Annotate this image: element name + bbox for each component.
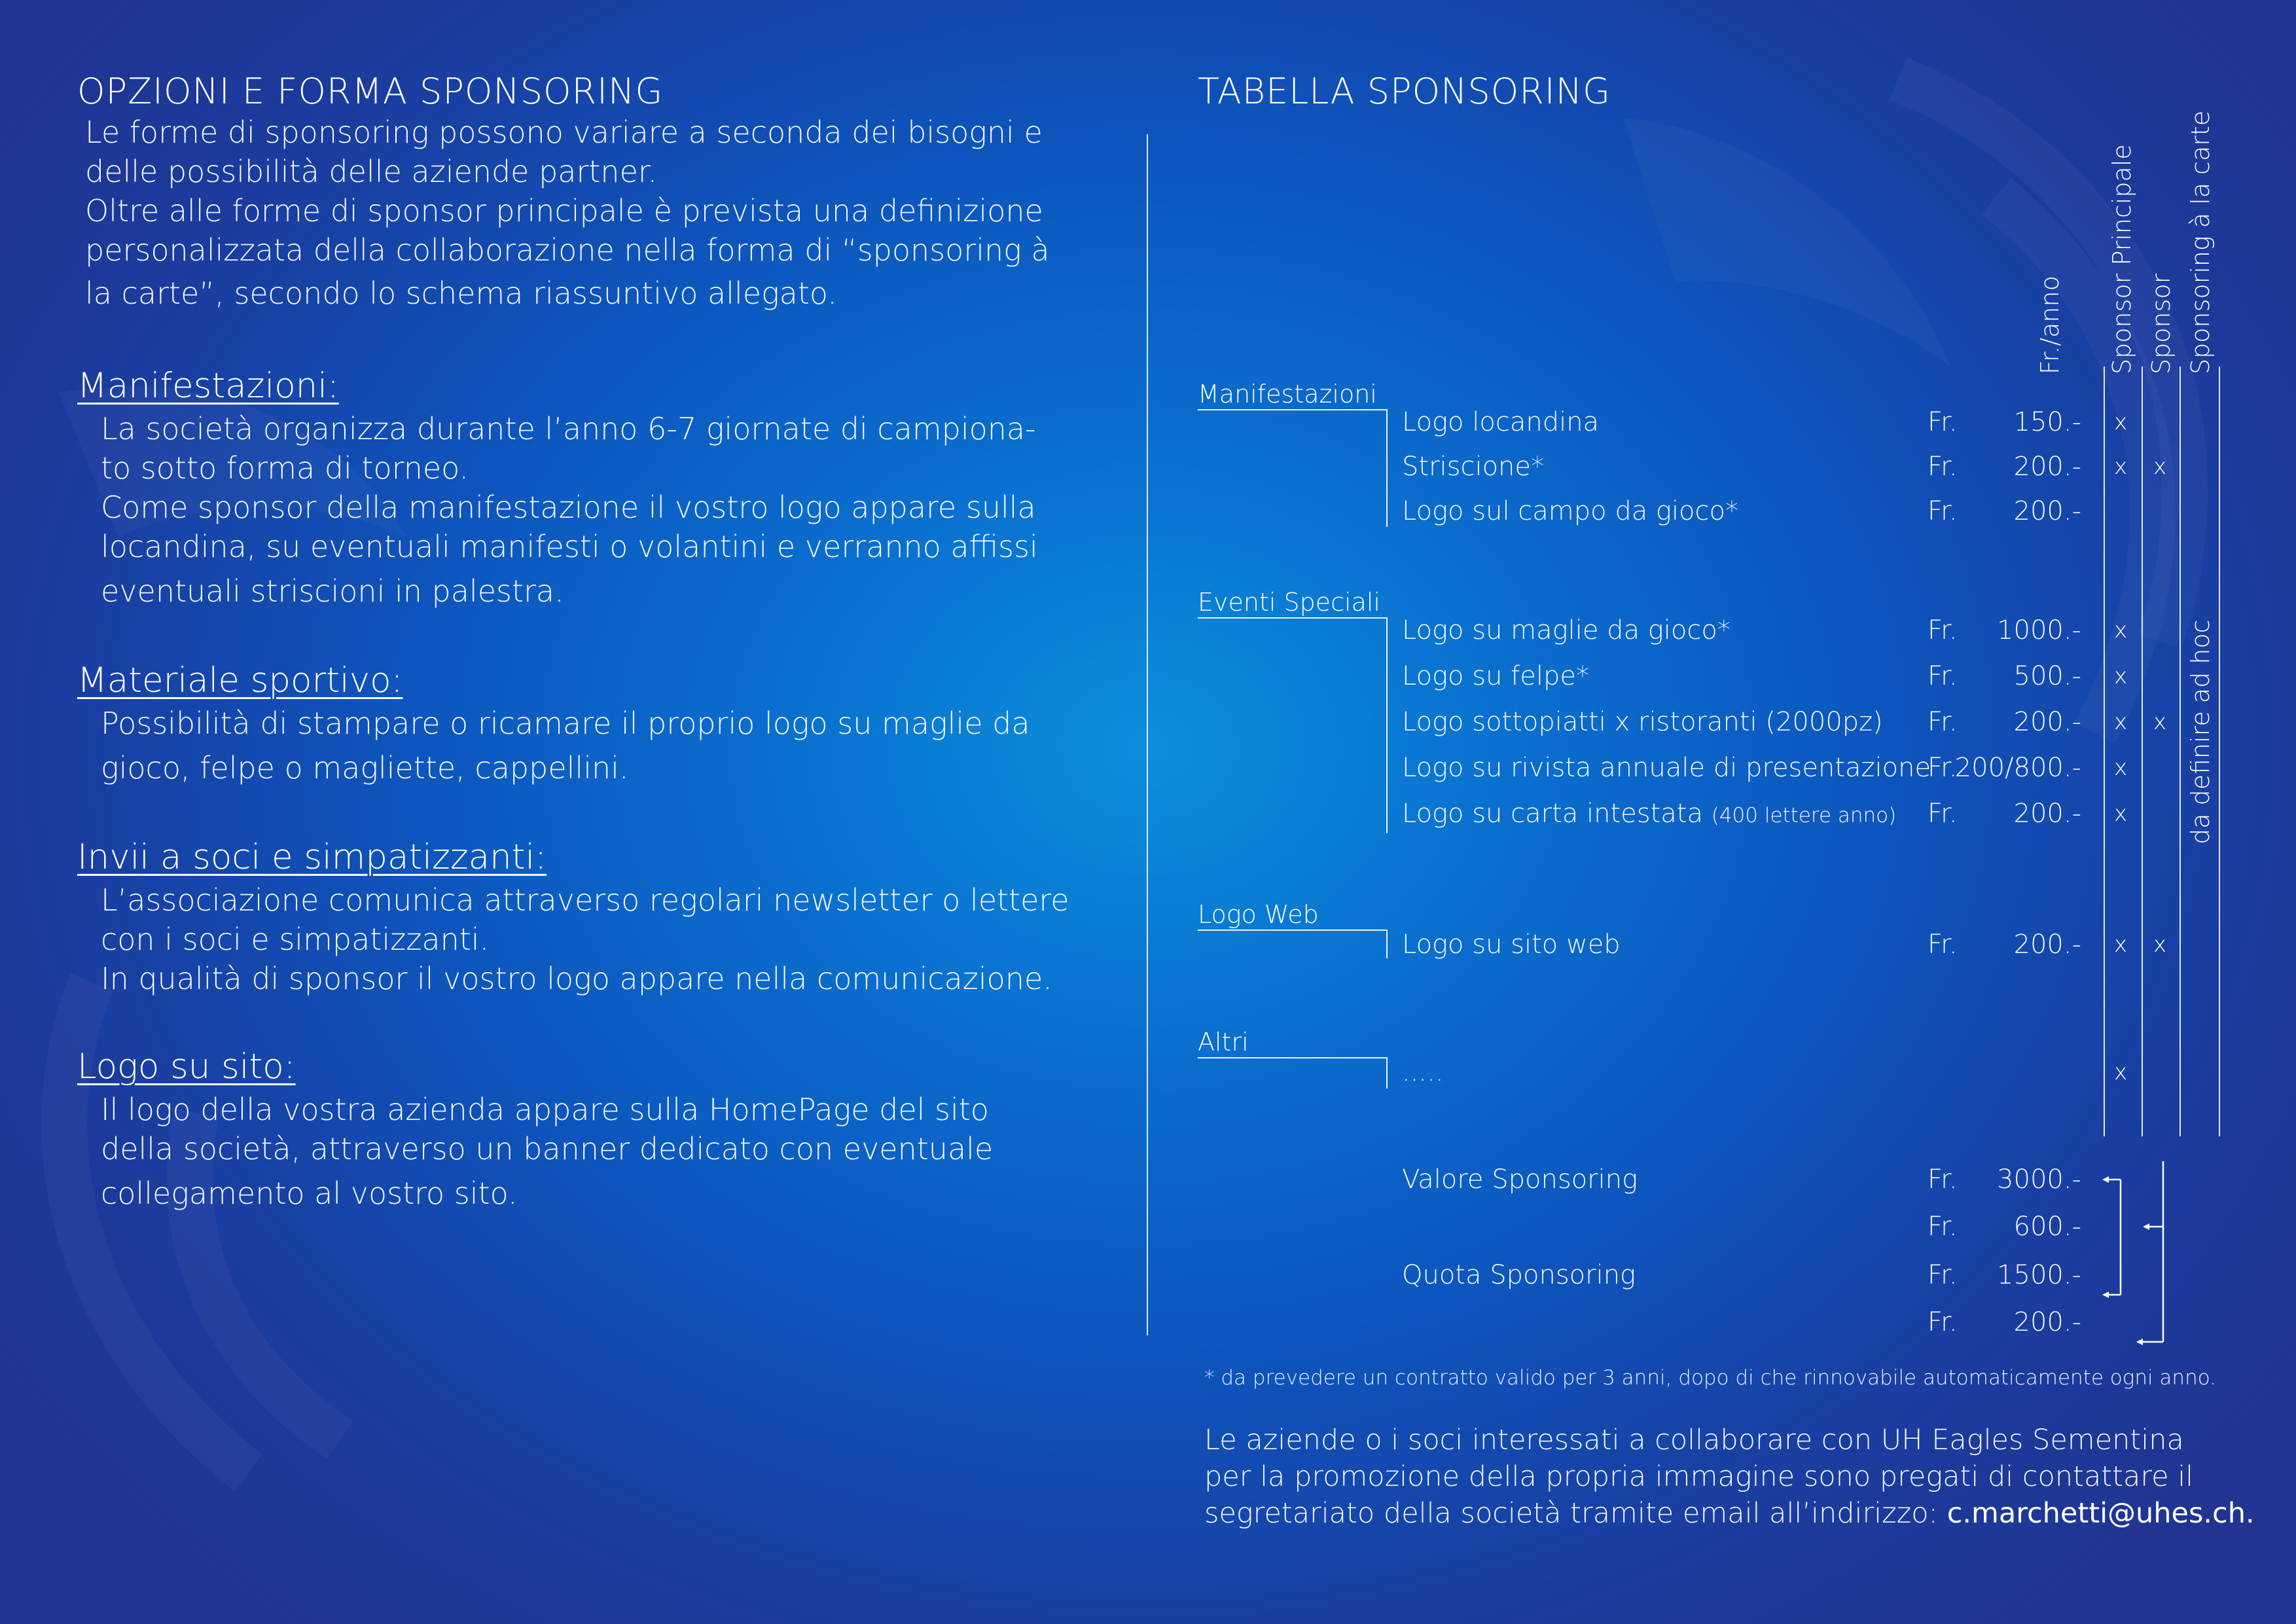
total-price: 200.- xyxy=(2013,1307,2081,1337)
item-label-with-note xyxy=(1402,797,1896,832)
category-label-logo-web: Logo Web xyxy=(1198,900,1319,929)
body-line: della società, attraverso un banner dedicato con eventuale xyxy=(101,1131,994,1166)
section-heading-invii: Invii a soci e simpatizzanti: xyxy=(77,837,547,877)
item-price: 200.- xyxy=(2013,799,2081,829)
category-underline xyxy=(1198,929,1388,931)
category-bracket xyxy=(1386,929,1388,958)
category-label-manifestazioni: Manifestazioni xyxy=(1198,380,1377,408)
body-line: Come sponsor della manifestazione il vostro logo appare sulla xyxy=(101,490,1036,525)
category-bracket xyxy=(1386,617,1388,833)
totals-arrows-icon xyxy=(2094,1152,2173,1348)
item-label: Striscione* xyxy=(1402,452,1545,482)
mark-main: x xyxy=(2113,931,2128,958)
col-line-main xyxy=(2104,367,2105,1136)
section-heading-manifestazioni: Manifestazioni: xyxy=(77,366,339,406)
col-line-carte-left xyxy=(2179,367,2181,1136)
body-line: In qualità di sponsor il vostro logo appare nella comunicazione. xyxy=(101,961,1052,996)
intro-paragraph xyxy=(85,113,1050,313)
contact-line: segretariato della società tramite email all’indirizzo: xyxy=(1204,1497,1947,1530)
item-label: Logo su felpe* xyxy=(1402,661,1589,691)
right-title: TABELLA SPONSORING xyxy=(1198,71,1611,112)
body-line: eventuali striscioni in palestra. xyxy=(101,573,564,609)
body-line: L’associazione comunica attraverso regolari newsletter o lettere xyxy=(101,882,1069,918)
item-price: 200/800.- xyxy=(1954,753,2081,783)
item-label: Logo sul campo da gioco* xyxy=(1402,496,1738,526)
total-currency: Fr. xyxy=(1928,1164,1958,1195)
section-body-invii xyxy=(101,880,1069,998)
col-header-main-sponsor: Sponsor Principale xyxy=(2108,144,2136,374)
body-line: Possibilità di stampare o ricamare il proprio logo su maglie da xyxy=(101,706,1030,741)
section-heading-logo-sito: Logo su sito: xyxy=(77,1047,296,1087)
section-body-materiale xyxy=(101,704,1030,787)
item-currency: Fr. xyxy=(1928,753,1958,783)
item-currency: Fr. xyxy=(1928,615,1958,645)
col-header-sponsor: Sponsor xyxy=(2147,273,2176,374)
body-line: locandina, su eventuali manifesti o volantini e verranno affissi xyxy=(101,529,1038,564)
total-price: 600.- xyxy=(2013,1212,2081,1242)
item-price: 500.- xyxy=(2013,661,2081,691)
mark-sponsor: x xyxy=(2153,454,2167,480)
category-label-eventi-speciali: Eventi Speciali xyxy=(1198,588,1380,617)
mark-main: x xyxy=(2113,1059,2128,1085)
item-label: ..... xyxy=(1402,1057,1444,1087)
col-header-price: Fr./anno xyxy=(2036,276,2064,374)
item-note: (400 lettere anno) xyxy=(1711,804,1897,827)
body-line: con i soci e simpatizzanti. xyxy=(101,922,490,957)
contact-line: per la promozione della propria immagine sono pregati di contattare il xyxy=(1204,1460,2194,1493)
category-label-altri: Altri xyxy=(1198,1028,1249,1056)
item-currency: Fr. xyxy=(1928,799,1958,829)
mark-sponsor: x xyxy=(2153,931,2167,958)
item-price: 200.- xyxy=(2013,452,2081,482)
section-body-manifestazioni xyxy=(101,409,1038,611)
item-currency: Fr. xyxy=(1928,661,1958,691)
total-currency: Fr. xyxy=(1928,1212,1958,1242)
item-price: 150.- xyxy=(2013,407,2081,437)
contact-line-with-email xyxy=(1204,1495,2255,1532)
mark-main: x xyxy=(2113,801,2128,827)
item-currency: Fr. xyxy=(1928,407,1958,437)
col-line-carte-right xyxy=(2219,367,2220,1136)
total-label-quota: Quota Sponsoring xyxy=(1402,1260,1636,1290)
mark-main: x xyxy=(2113,709,2128,735)
item-price: 1000.- xyxy=(1997,615,2081,645)
body-line: to sotto forma di torneo. xyxy=(101,450,469,486)
contact-line: Le aziende o i soci interessati a collaborare con UH Eagles Sementina xyxy=(1204,1424,2184,1456)
category-bracket xyxy=(1386,1057,1388,1089)
mark-main: x xyxy=(2113,755,2128,781)
item-label: Logo sottopiatti x ristoranti (2000pz) xyxy=(1402,707,1883,737)
mark-main: x xyxy=(2113,454,2128,480)
intro-line: Le forme di sponsoring possono variare a seconda dei bisogni e xyxy=(85,115,1043,150)
intro-line: delle possibilità delle aziende partner. xyxy=(85,154,658,189)
col-line-sponsor xyxy=(2142,367,2143,1136)
mark-main: x xyxy=(2113,617,2128,643)
contact-email-link[interactable]: c.marchetti@uhes.ch. xyxy=(1946,1497,2255,1530)
total-label-valore: Valore Sponsoring xyxy=(1402,1164,1638,1195)
total-price: 1500.- xyxy=(1997,1260,2081,1290)
mark-main: x xyxy=(2113,663,2128,689)
item-price: 200.- xyxy=(2013,707,2081,737)
total-currency: Fr. xyxy=(1928,1260,1958,1290)
section-heading-materiale: Materiale sportivo: xyxy=(77,660,403,700)
col-header-carte: Sponsoring à la carte xyxy=(2186,110,2215,374)
item-currency: Fr. xyxy=(1928,929,1958,960)
item-label: Logo su carta intestata xyxy=(1402,799,1703,829)
mark-main: x xyxy=(2113,409,2128,435)
total-price: 3000.- xyxy=(1997,1164,2081,1195)
mark-sponsor: x xyxy=(2153,709,2167,735)
intro-line: Oltre alle forme di sponsor principale è prevista una definizione xyxy=(85,193,1043,228)
left-title: OPZIONI E FORMA SPONSORING xyxy=(77,71,664,112)
carte-note: da definire ad hoc xyxy=(2186,619,2215,844)
total-currency: Fr. xyxy=(1928,1307,1958,1337)
body-line: collegamento al vostro sito. xyxy=(101,1176,518,1211)
category-underline xyxy=(1198,409,1388,410)
section-body-logo-sito xyxy=(101,1090,993,1213)
item-price: 200.- xyxy=(2013,496,2081,526)
category-underline xyxy=(1198,617,1388,619)
item-price: 200.- xyxy=(2013,929,2081,960)
body-line: Il logo della vostra azienda appare sulla HomePage del sito xyxy=(101,1092,989,1127)
item-label: Logo su rivista annuale di presentazione xyxy=(1402,753,1931,783)
item-label: Logo su sito web xyxy=(1402,929,1621,960)
item-currency: Fr. xyxy=(1928,496,1958,526)
category-bracket xyxy=(1386,409,1388,527)
item-currency: Fr. xyxy=(1928,452,1958,482)
contact-paragraph xyxy=(1204,1422,2255,1532)
body-line: La società organizza durante l’anno 6-7 giornate di campiona- xyxy=(101,411,1036,446)
item-label: Logo su maglie da gioco* xyxy=(1402,615,1731,645)
item-label: Logo locandina xyxy=(1402,407,1600,437)
column-divider xyxy=(1147,134,1148,1335)
footnote: * da prevedere un contratto valido per 3 anni, dopo di che rinnovabile automaticamente ogni anno. xyxy=(1204,1366,2217,1390)
intro-line: la carte”, secondo lo schema riassuntivo allegato. xyxy=(85,276,837,311)
body-line: gioco, felpe o magliette, cappellini. xyxy=(101,750,629,785)
intro-line: personalizzata della collaborazione nella forma di “sponsoring à xyxy=(85,232,1050,268)
item-currency: Fr. xyxy=(1928,707,1958,737)
category-underline xyxy=(1198,1057,1388,1058)
